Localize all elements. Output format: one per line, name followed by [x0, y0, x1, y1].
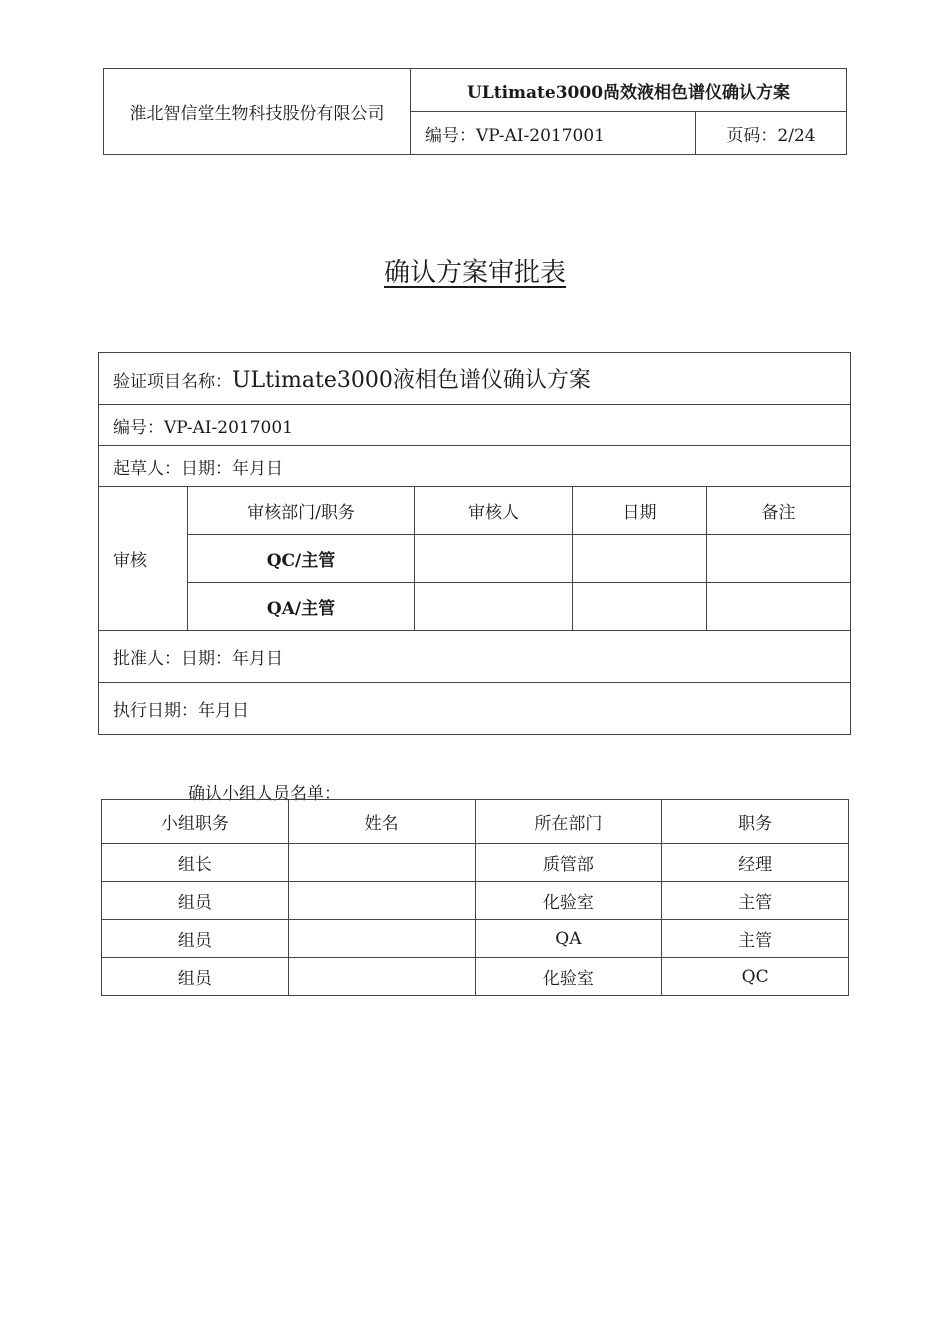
team-title: 经理: [662, 844, 849, 882]
page-title: 确认方案审批表: [383, 258, 566, 288]
team-dept: QA: [475, 920, 662, 958]
team-name: [288, 844, 475, 882]
team-role: 组员: [102, 882, 289, 920]
team-header-role: 小组职务: [102, 800, 289, 844]
table-row: [102, 958, 849, 996]
team-name: [288, 920, 475, 958]
approval-table: [98, 352, 851, 735]
review-reviewer: [415, 535, 573, 583]
company-name: 淮北智信堂生物科技股份有限公司: [104, 69, 411, 155]
review-label: 审核: [99, 487, 188, 631]
page-number: 页码：2/24: [696, 112, 847, 155]
document-header: [103, 68, 847, 155]
team-name: [288, 958, 475, 996]
team-header-dept: 所在部门: [475, 800, 662, 844]
document-title: ULtimate3000咼效液相色谱仪确认方案: [411, 69, 847, 112]
approver-row: 批准人：日期：年月日: [99, 631, 851, 683]
review-date: [573, 535, 707, 583]
team-header-title: 职务: [662, 800, 849, 844]
review-dept: QC/主管: [188, 535, 415, 583]
review-header-reviewer: 审核人: [415, 487, 573, 535]
review-note: [707, 535, 851, 583]
review-dept: QA/主管: [188, 583, 415, 631]
approval-code: 编号：VP-AI-2017001: [99, 405, 851, 446]
team-title: 主管: [662, 920, 849, 958]
project-label: 验证项目名称：: [113, 372, 232, 392]
project-name-row: [99, 353, 851, 405]
drafter-row: 起草人：日期：年月日: [99, 446, 851, 487]
review-header-dept: 审核部门/职务: [188, 487, 415, 535]
team-dept: 质管部: [475, 844, 662, 882]
team-title: 主管: [662, 882, 849, 920]
team-header-name: 姓名: [288, 800, 475, 844]
team-role: 组长: [102, 844, 289, 882]
team-dept: 化验室: [475, 958, 662, 996]
table-row: [102, 882, 849, 920]
table-row: [102, 920, 849, 958]
team-table: [101, 799, 849, 996]
exec-date-row: 执行日期：年月日: [99, 683, 851, 735]
review-note: [707, 583, 851, 631]
review-date: [573, 583, 707, 631]
team-dept: 化验室: [475, 882, 662, 920]
team-name: [288, 882, 475, 920]
team-role: 组员: [102, 920, 289, 958]
team-role: 组员: [102, 958, 289, 996]
review-header-note: 备注: [707, 487, 851, 535]
team-title: QC: [662, 958, 849, 996]
project-name: ULtimate3000液相色谱仪确认方案: [232, 368, 591, 393]
document-code: 编号：VP-AI-2017001: [411, 112, 696, 155]
team-caption: 确认小组人员名单：: [188, 784, 341, 804]
table-row: [102, 844, 849, 882]
review-reviewer: [415, 583, 573, 631]
review-header-date: 日期: [573, 487, 707, 535]
